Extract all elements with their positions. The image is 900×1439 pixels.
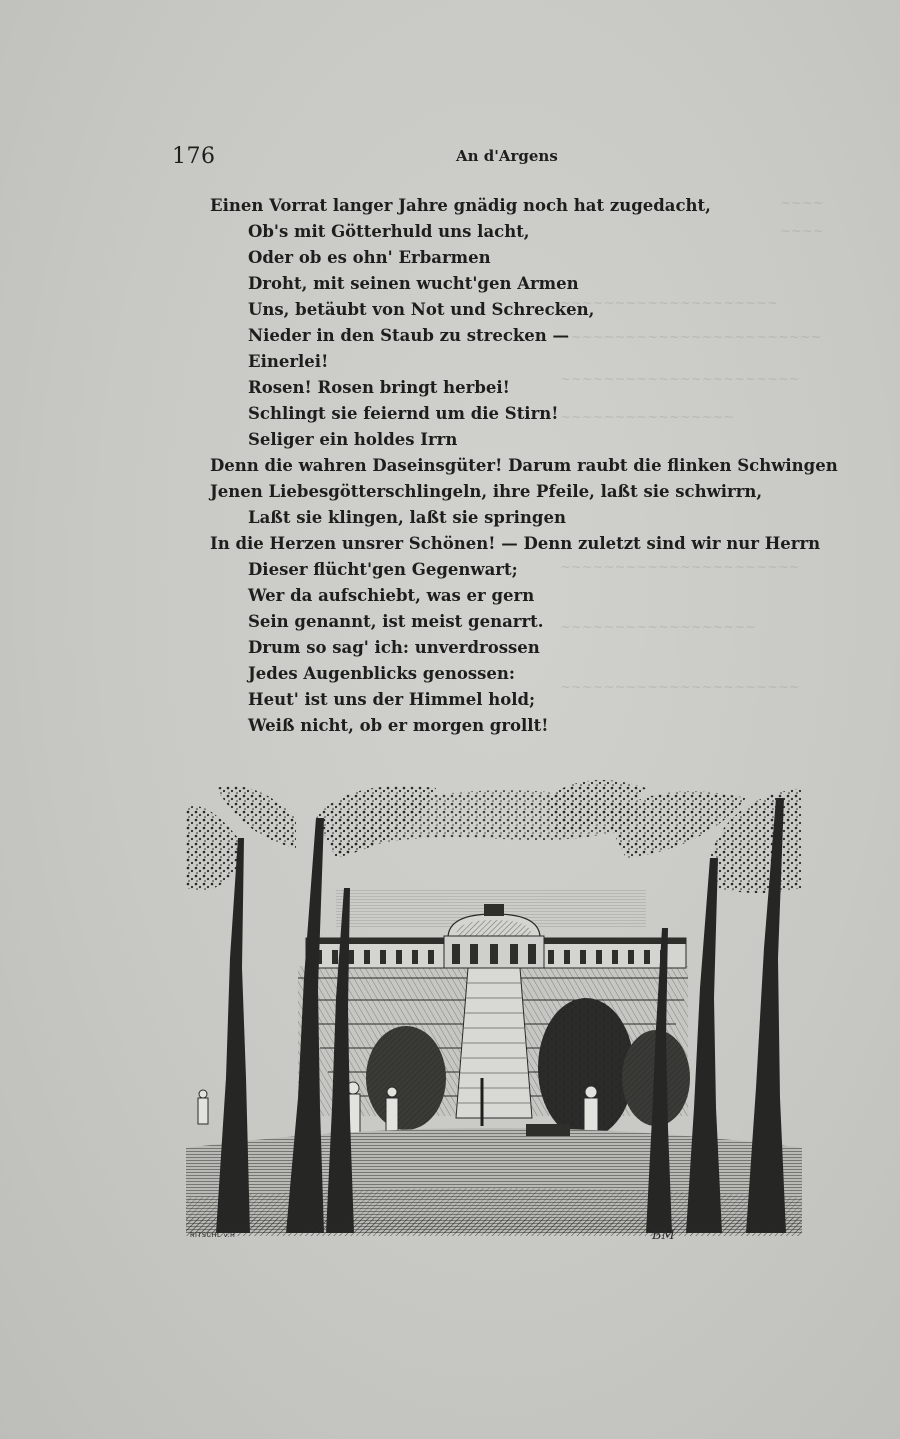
running-title: An d'Argens — [456, 147, 558, 165]
page-number: 176 — [172, 144, 216, 169]
poem-line: Denn die wahren Daseinsgüter! Darum raubt die flinken Schwingen — [210, 456, 838, 475]
staircase — [456, 968, 532, 1126]
poem-line: Drum so sag' ich: unverdrossen — [248, 638, 540, 657]
poem-line: Uns, betäubt von Not und Schrecken, — [248, 300, 595, 319]
engraver-mark-text: BM — [652, 1228, 675, 1243]
artist-signature: RITSCHL v.H — [190, 1231, 236, 1239]
poem-line: Heut' ist uns der Himmel hold; — [248, 690, 536, 709]
poem-line: Einen Vorrat langer Jahre gnädig noch hat zugedacht, — [210, 196, 711, 215]
poem-line: Nieder in den Staub zu strecken — — [248, 326, 570, 345]
poem-line: Schlingt sie feiernd um die Stirn! — [248, 404, 559, 423]
poem-line: Droht, mit seinen wucht'gen Armen — [248, 274, 579, 293]
show-through-text: ~~~~~~~~~~~~~~~~ — [560, 410, 735, 425]
poem-line: Dieser flücht'gen Gegenwart; — [248, 560, 518, 579]
show-through-text: ~~~~~~~~~~~~~~~~~~~~~~~~ — [560, 330, 822, 345]
poem-line: Jedes Augenblicks genossen: — [248, 664, 515, 683]
poem-line: Sein genannt, ist meist genarrt. — [248, 612, 544, 631]
poem-line: Ob's mit Götterhuld uns lacht, — [248, 222, 530, 241]
engraver-monogram — [650, 1225, 690, 1243]
poem-line: Rosen! Rosen bringt herbei! — [248, 378, 510, 397]
show-through-text: ~~~~~~~~~~~~~~~~~~~~~~ — [560, 560, 800, 575]
poem-line: In die Herzen unsrer Schönen! — Denn zuletzt sind wir nur Herrn — [210, 534, 821, 553]
poem-line: Oder ob es ohn' Erbarmen — [248, 248, 491, 267]
show-through-text: ~~~~~~~~~~~~~~~~~~~~~~ — [560, 680, 800, 695]
show-through-text: ~~~~ — [780, 224, 824, 239]
poem-line: Jenen Liebesgötterschlingeln, ihre Pfeile, laßt sie schwirrn, — [210, 482, 763, 501]
palace-engraving — [186, 778, 802, 1238]
poem-line: Wer da aufschiebt, was er gern — [248, 586, 535, 605]
poem-line: Weiß nicht, ob er morgen grollt! — [248, 716, 549, 735]
poem-line: Einerlei! — [248, 352, 329, 371]
show-through-text: ~~~~~~~~~~~~~~~~~~~~~~ — [560, 372, 800, 387]
show-through-text: ~~~~~~~~~~~~~~~~~~ — [560, 620, 757, 635]
show-through-text: ~~~~ — [780, 196, 824, 211]
poem-line: Seliger ein holdes Irrn — [248, 430, 458, 449]
show-through-text: ~~~~~~~~~~~~~~~~~~~~ — [560, 296, 778, 311]
poem-line: Laßt sie klingen, laßt sie springen — [248, 508, 566, 527]
